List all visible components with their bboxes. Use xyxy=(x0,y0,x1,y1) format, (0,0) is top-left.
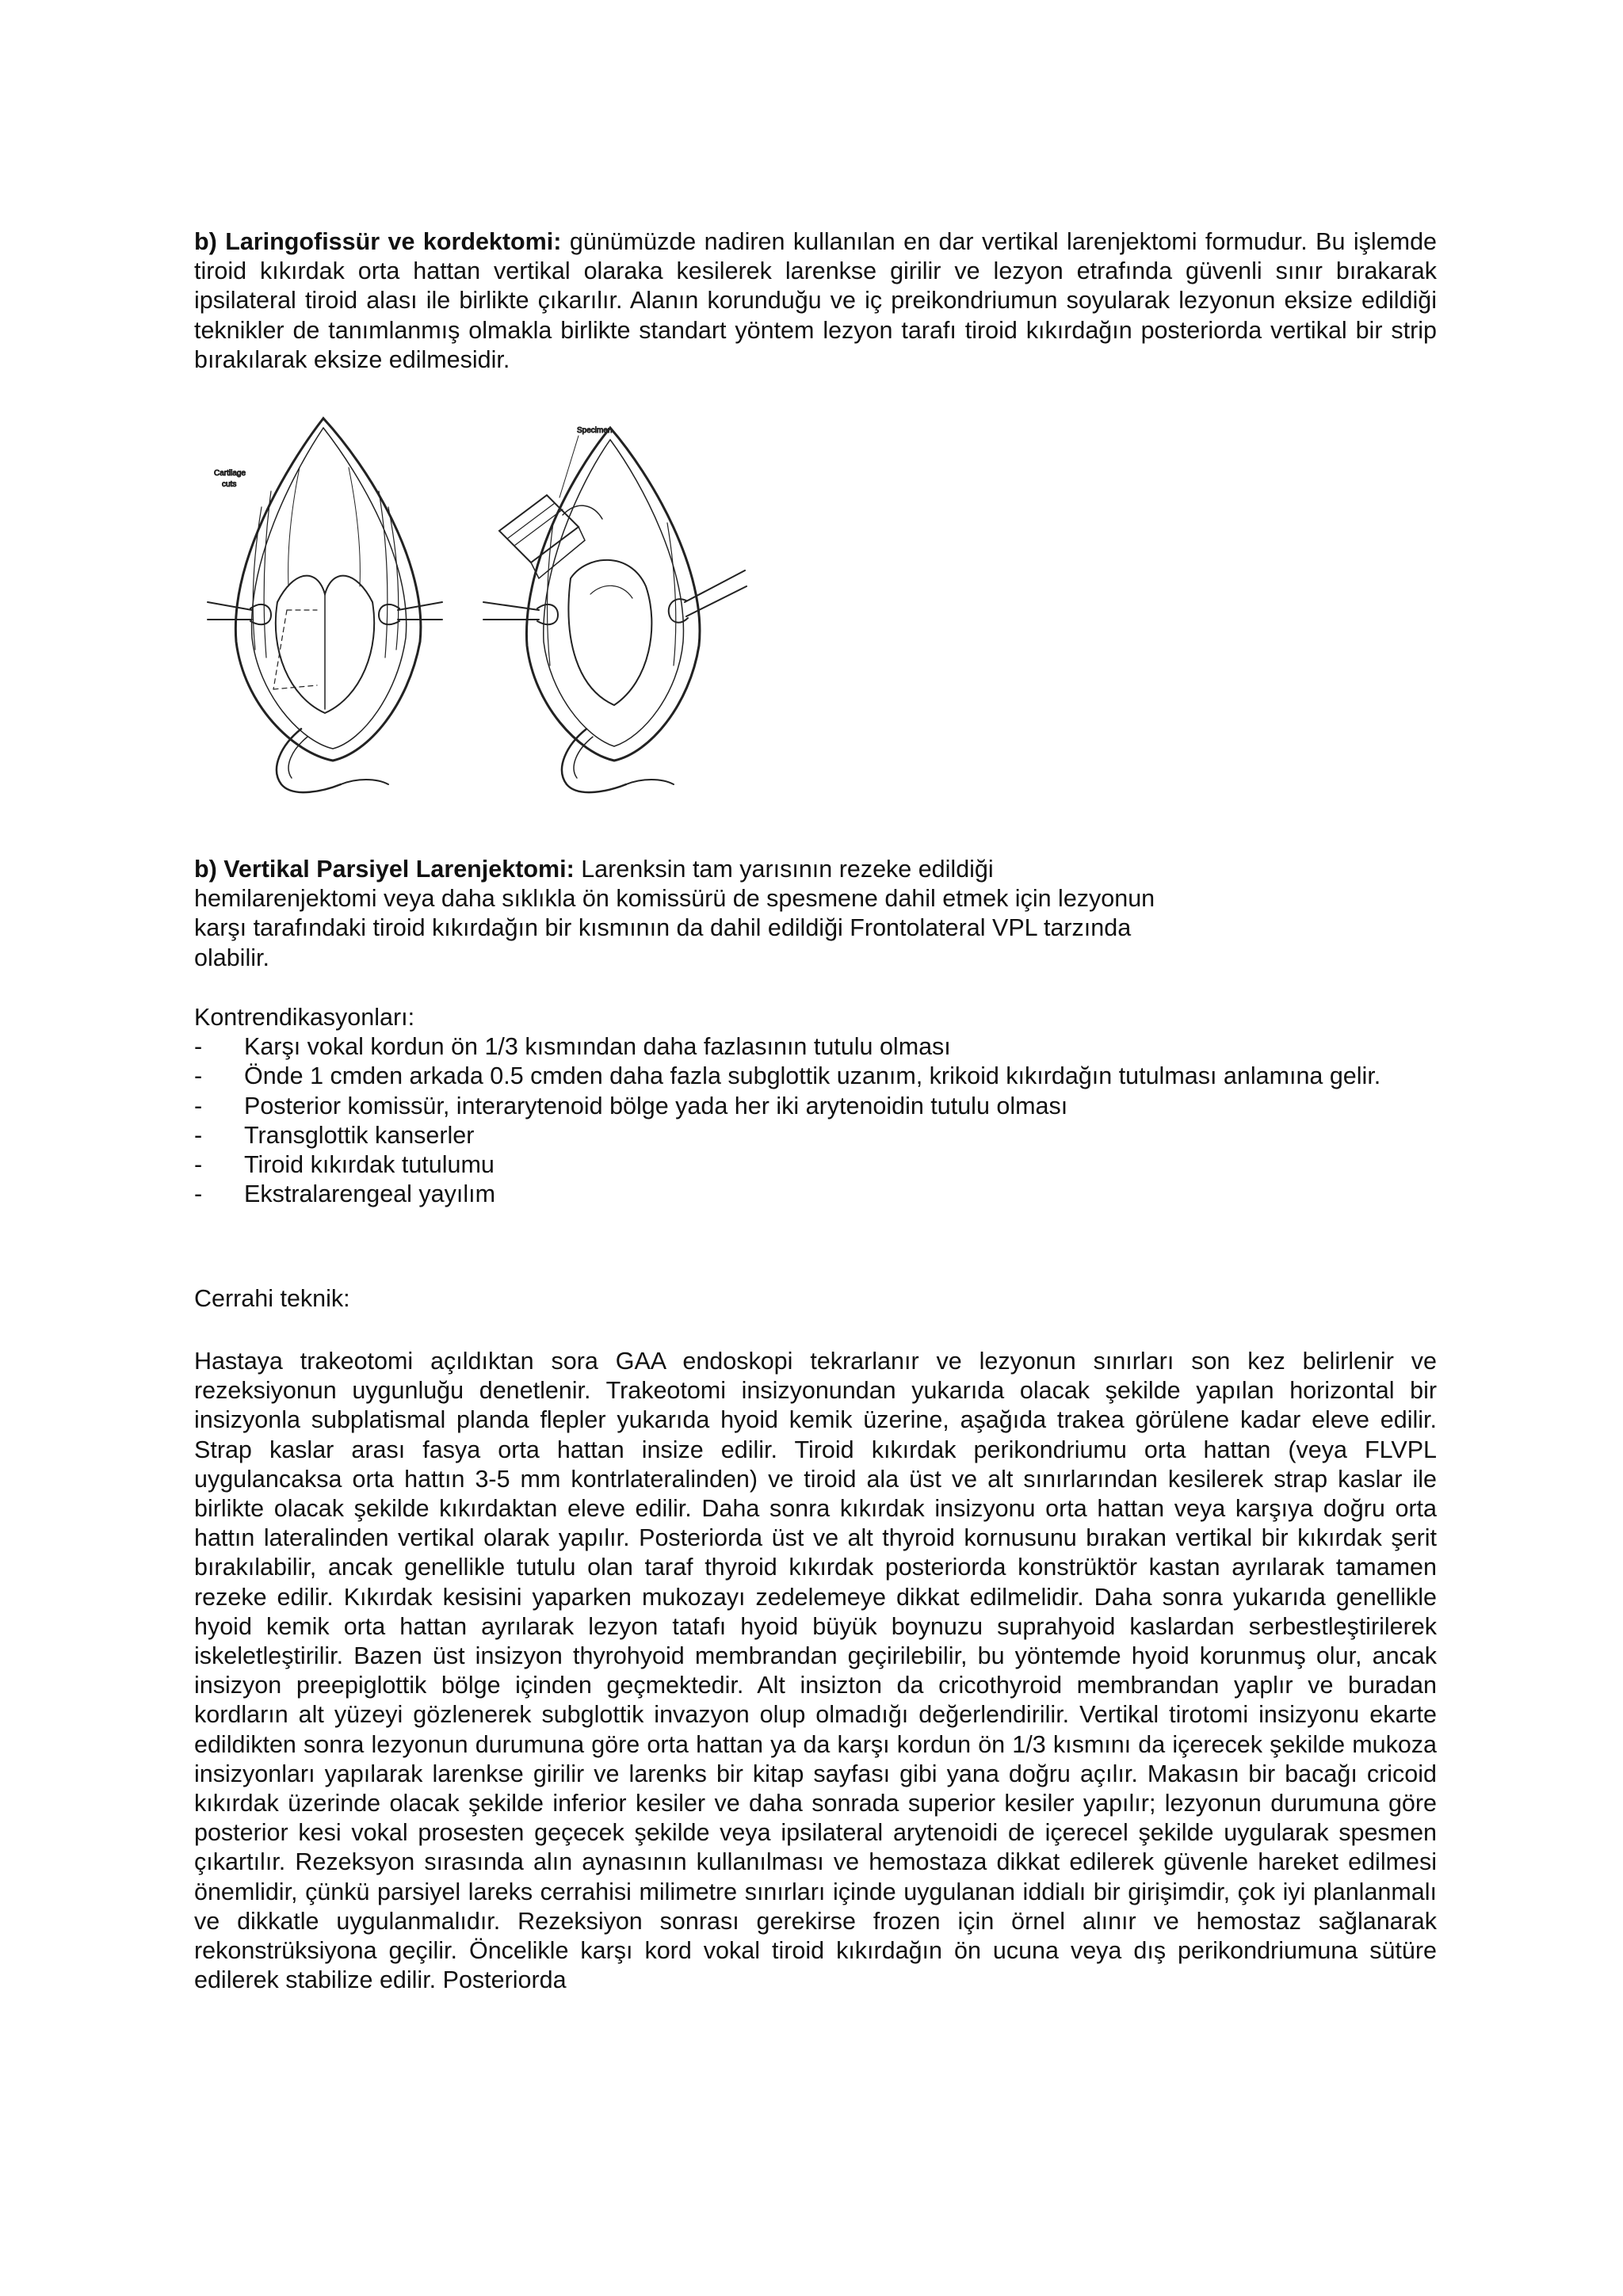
right-larynx-drawing xyxy=(483,426,747,792)
list-item: - Posterior komissür, interarytenoid bölge yada her iki arytenoidin tutulu olması xyxy=(194,1092,1068,1119)
label-specimen: Specimen xyxy=(577,426,613,435)
label-cuts: cuts xyxy=(222,480,237,489)
paragraph-vertical-partial xyxy=(194,855,1177,973)
contraindications-list xyxy=(194,1032,1437,1209)
heading-vertical-partial: b) Vertikal Parsiyel Larenjektomi: xyxy=(194,856,575,883)
surgical-illustration-svg xyxy=(198,412,785,824)
list-item: - Karşı vokal kordun ön 1/3 kısmından daha fazlasının tutulu olması xyxy=(194,1033,951,1061)
text-vertical-partial: Larenksin tam yarısının rezeke edildiği hemilarenjektomi veya daha sıklıkla ön komissürü de spesmene dahil etmek için lezyonun karşı tarafındaki tiroid kıkırdağın bir kısmının da dahil edildiği Frontolateral VPL tarzında olabilir. xyxy=(194,856,1155,971)
text-laryngofissure: günümüzde nadiren kullanılan en dar vertikal larenjektomi formudur. Bu işlemde tiroid kıkırdak orta hattan vertikal olaraka kesilerek larenkse girilir ve lezyon etrafında güvenli sınır bırakarak ipsilateral tiroid alası ile birlikte çıkarılır. Alanın korunduğu ve iç preikondriumun soyularak lezyonun eksize edildiği teknikler de tanımlanmış olmakla birlikte standart yöntem lezyon tarafı tiroid kıkırdağın posteriorda vertikal bir strip bırakılarak eksize edilmesidir. xyxy=(194,228,1437,373)
surgery-text: Hastaya trakeotomi açıldıktan sora GAA endoskopi tekrarlanır ve lezyonun sınırları son kez belirlenir ve rezeksiyonun uygunluğu denetlenir. Trakeotomi insizyonundan yukarıda olacak şekilde yapılan horizontal bir insizyonla subplatismal planda flepler yukarıda hyoid kemik üzerine, aşağıda trakea görülene kadar eleve edilir. Strap kaslar arası fasya orta hattan insize edilir. Tiroid kıkırdak perikondriumu orta hattan (veya FLVPL uygulancaksa orta hattın 3-5 mm kontrlateralinden) ve tiroid ala üst ve alt sınırlarından kesilerek strap kaslar ile birlikte olacak şekilde kıkırdaktan eleve edilir. Daha sonra kıkırdak insizyonu orta hattan veya karşıya doğru orta hattın lateralinden vertikal olarak yapılır. Posteriorda üst ve alt thyroid kornusunu bırakan vertikal bir kıkırdak şerit bırakılabilir, ancak genellikle tutulu olan taraf thyroid kıkırdak posteriorda konstrüktör kastan ayrılarak tamamen rezeke edilir. Kıkırdak kesisini yaparken mukozayı zedelemeye dikkat edilmelidir. Daha sonra yukarıda genellikle hyoid kemik orta hattan ayrılarak lezyon tatafı hyoid büyük boynuzu suprahyoid kaslardan serbestleştirilerek iskeletleştirilir. Bazen üst insizyon thyrohyoid membrandan geçirilebilir, bu yöntemde hyoid korunmuş olur, ancak insizyon preepiglottik bölge içinden geçmektedir. Alt insizton da cricothyroid membrandan yaplır ve buradan kordların alt yüzeyi gözlenerek subglottik invazyon olup olmadığı değerlendirilir. Vertikal tirotomi insizyonu ekarte edildikten sonra lezyonun durumuna göre orta hattan ya da karşı kordun ön 1/3 kısmını da içerecek şekilde mukoza insizyonları yapılarak larenkse girilir ve larenks bir kitap sayfası gibi yana doğru açılır. Makasın bir bacağı cricoid kıkırdak üzerinde olacak şekilde inferior kesiler ve daha sonrada superior kesiler yapılır; lezyonun durumuna göre posterior kesi vokal prosesten geçecek şekilde veya ipsilateral arytenoidi de içerecel şekilde uygularak spesmen çıkartılır. Rezeksyon sırasında alın aynasının kullanılması ve hemostaza dikkat edilerek güvenle hareket edilmesi önemlidir, çünkü parsiyel lareks cerrahisi milimetre sınırları içinde uygulanan iddialı bir girişimdir, çok iyi planlanmalı ve dikkatle uygulanmalıdır. Rezeksiyon sonrası gerekirse frozen için örnel alınır ve hemostaz sağlanarak rekonstrüksiyona geçilir. Öncelikle karşı kord vokal tiroid kıkırdağın ön ucuna veya dış perikondriumuna sütüre edilerek stabilize edilir. Posteriorda xyxy=(194,1348,1437,1994)
contraindications-title: Kontrendikasyonları: xyxy=(194,1004,415,1031)
contraindications-section xyxy=(194,1003,1437,1209)
label-cartilage-cuts: Cartilage xyxy=(214,469,246,478)
surgery-title: Cerrahi teknik: xyxy=(194,1285,350,1312)
heading-laryngofissure: b) Laringofissür ve kordektomi: xyxy=(194,228,562,255)
list-item: - Ekstralarengeal yayılım xyxy=(194,1180,495,1208)
list-item: - Transglottik kanserler xyxy=(194,1121,475,1149)
left-larynx-drawing xyxy=(208,418,442,792)
paragraph-laryngofissure xyxy=(194,227,1437,375)
list-item: - Önde 1 cmden arkada 0.5 cmden daha fazla subglottik uzanım, krikoid kıkırdağın tutulması anlamına gelir. xyxy=(194,1062,1381,1090)
surgical-illustration xyxy=(198,412,785,824)
list-item: - Tiroid kıkırdak tutulumu xyxy=(194,1151,495,1179)
